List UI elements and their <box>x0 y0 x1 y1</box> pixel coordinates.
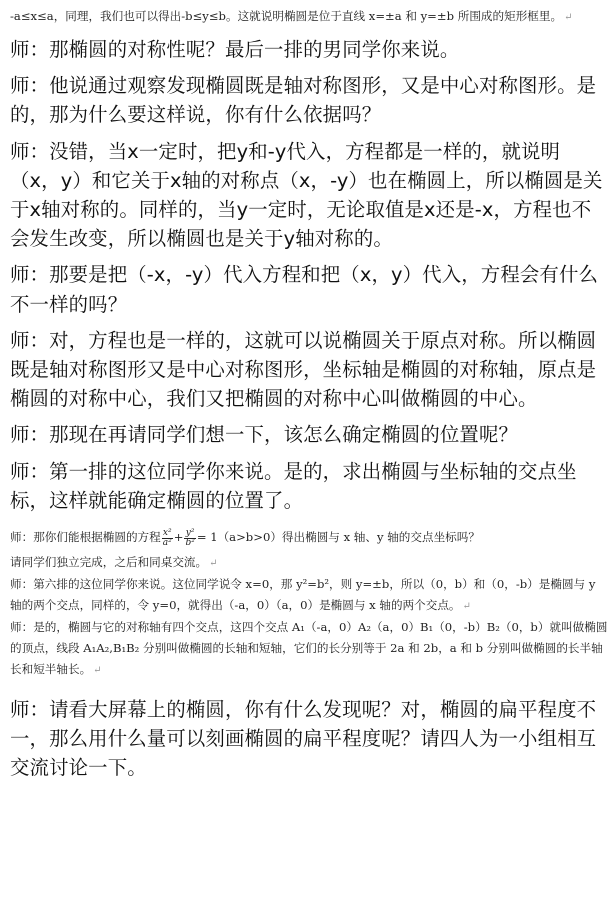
paragraph-vertices <box>10 617 610 681</box>
fraction-x <box>162 529 173 548</box>
paragraph-symmetry-reason <box>10 71 608 129</box>
fraction-denominator: a² <box>162 537 172 548</box>
fraction-y <box>184 529 195 548</box>
paragraph-text: 师：那要是把（-x，-y）代入方程和把（x，y）代入，方程会有什么不一样的吗？ <box>10 263 599 316</box>
paragraph-equation-question <box>10 524 610 550</box>
paragraph-text: = 1（a>b>0）得出椭圆与 x 轴、y 轴的交点坐标吗？ <box>196 530 480 545</box>
paragraph-text: -a≤x≤a，同理，我们也可以得出-b≤y≤b。这就说明椭圆是位于直线 x=±a 和 y=±b 所围成的矩形框里。 <box>10 9 563 23</box>
paragraph-position-question <box>10 420 608 449</box>
paragraph-axis-symmetry <box>10 137 608 254</box>
return-mark-icon: ↵ <box>462 601 471 613</box>
paragraph-symmetry-question <box>10 35 608 64</box>
plus-sign: + <box>173 530 184 545</box>
paragraph-text: 师：是的，椭圆与它的对称轴有四个交点，这四个交点 A₁（-a，0）A₂（a，0）B₁（0，-b）B₂（0，b）就叫做椭圆的顶点，线段 A₁A₂,B₁B₂ 分别叫做椭圆的长轴和短轴，它们的长分别等于 2a 和 2b，a 和 b 分别叫做椭圆的长半轴长和短半轴长。 <box>10 620 608 677</box>
return-mark-icon: ↵ <box>93 665 102 677</box>
paragraph-student-answer <box>10 574 610 617</box>
paragraph-text: 请同学们独立完成，之后和同桌交流。 <box>10 555 208 570</box>
paragraph-text: 师：没错，当x一定时，把y和-y代入，方程都是一样的，就说明（x，y）和它关于x轴的对称点（x，-y）也在椭圆上，所以椭圆是关于x轴对称的。同样的，当y一定时，无论取值是x还是-x，方程也不会发生改变，所以椭圆也是关于y轴对称的。 <box>10 139 603 251</box>
paragraph-text: 师：第一排的这位同学你来说。是的，求出椭圆与坐标轴的交点坐标，这样就能确定椭圆的位置了。 <box>10 459 577 512</box>
return-mark-icon: ↵ <box>564 12 573 23</box>
fraction-numerator: y² <box>185 527 195 538</box>
fraction-numerator: x² <box>162 527 172 538</box>
paragraph-intro <box>10 6 610 28</box>
paragraph-independent-work <box>10 552 610 574</box>
return-mark-icon: ↵ <box>209 558 218 570</box>
paragraph-text: 师：请看大屏幕上的椭圆，你有什么发现呢？对，椭圆的扁平程度不一，那么用什么量可以刻画椭圆的扁平程度呢？请四人为一小组相互交流讨论一下。 <box>10 698 597 780</box>
paragraph-origin-question <box>10 260 608 318</box>
paragraph-text: 师：那现在再请同学们想一下，该怎么确定椭圆的位置呢？ <box>10 423 519 447</box>
paragraph-text: 师：第六排的这位同学你来说。这位同学说令 x=0，那 y²=b²，则 y=±b，所以（0，b）和（0，-b）是椭圆与 y 轴的两个交点，同样的，令 y=0，就得出（-a，0）（a，0）是椭圆与 x 轴的两个交点。 <box>10 577 596 613</box>
fraction-denominator: b² <box>185 537 195 548</box>
paragraph-text: 师：那椭圆的对称性呢？最后一排的男同学你来说。 <box>10 38 460 61</box>
paragraph-text: 师：那你们能根据椭圆的方程 <box>10 530 161 545</box>
paragraph-text: 师：他说通过观察发现椭圆既是轴对称图形，又是中心对称图形。是的，那为什么要这样说，你有什么依据吗？ <box>10 74 597 127</box>
paragraph-center-symmetry <box>10 326 608 414</box>
paragraph-eccentricity-question <box>10 695 608 783</box>
paragraph-text: 师：对，方程也是一样的，这就可以说椭圆关于原点对称。所以椭圆既是轴对称图形又是中心对称图形，坐标轴是椭圆的对称轴，原点是椭圆的对称中心，我们又把椭圆的对称中心叫做椭圆的中心。 <box>10 328 597 411</box>
paragraph-intersection <box>10 457 608 515</box>
